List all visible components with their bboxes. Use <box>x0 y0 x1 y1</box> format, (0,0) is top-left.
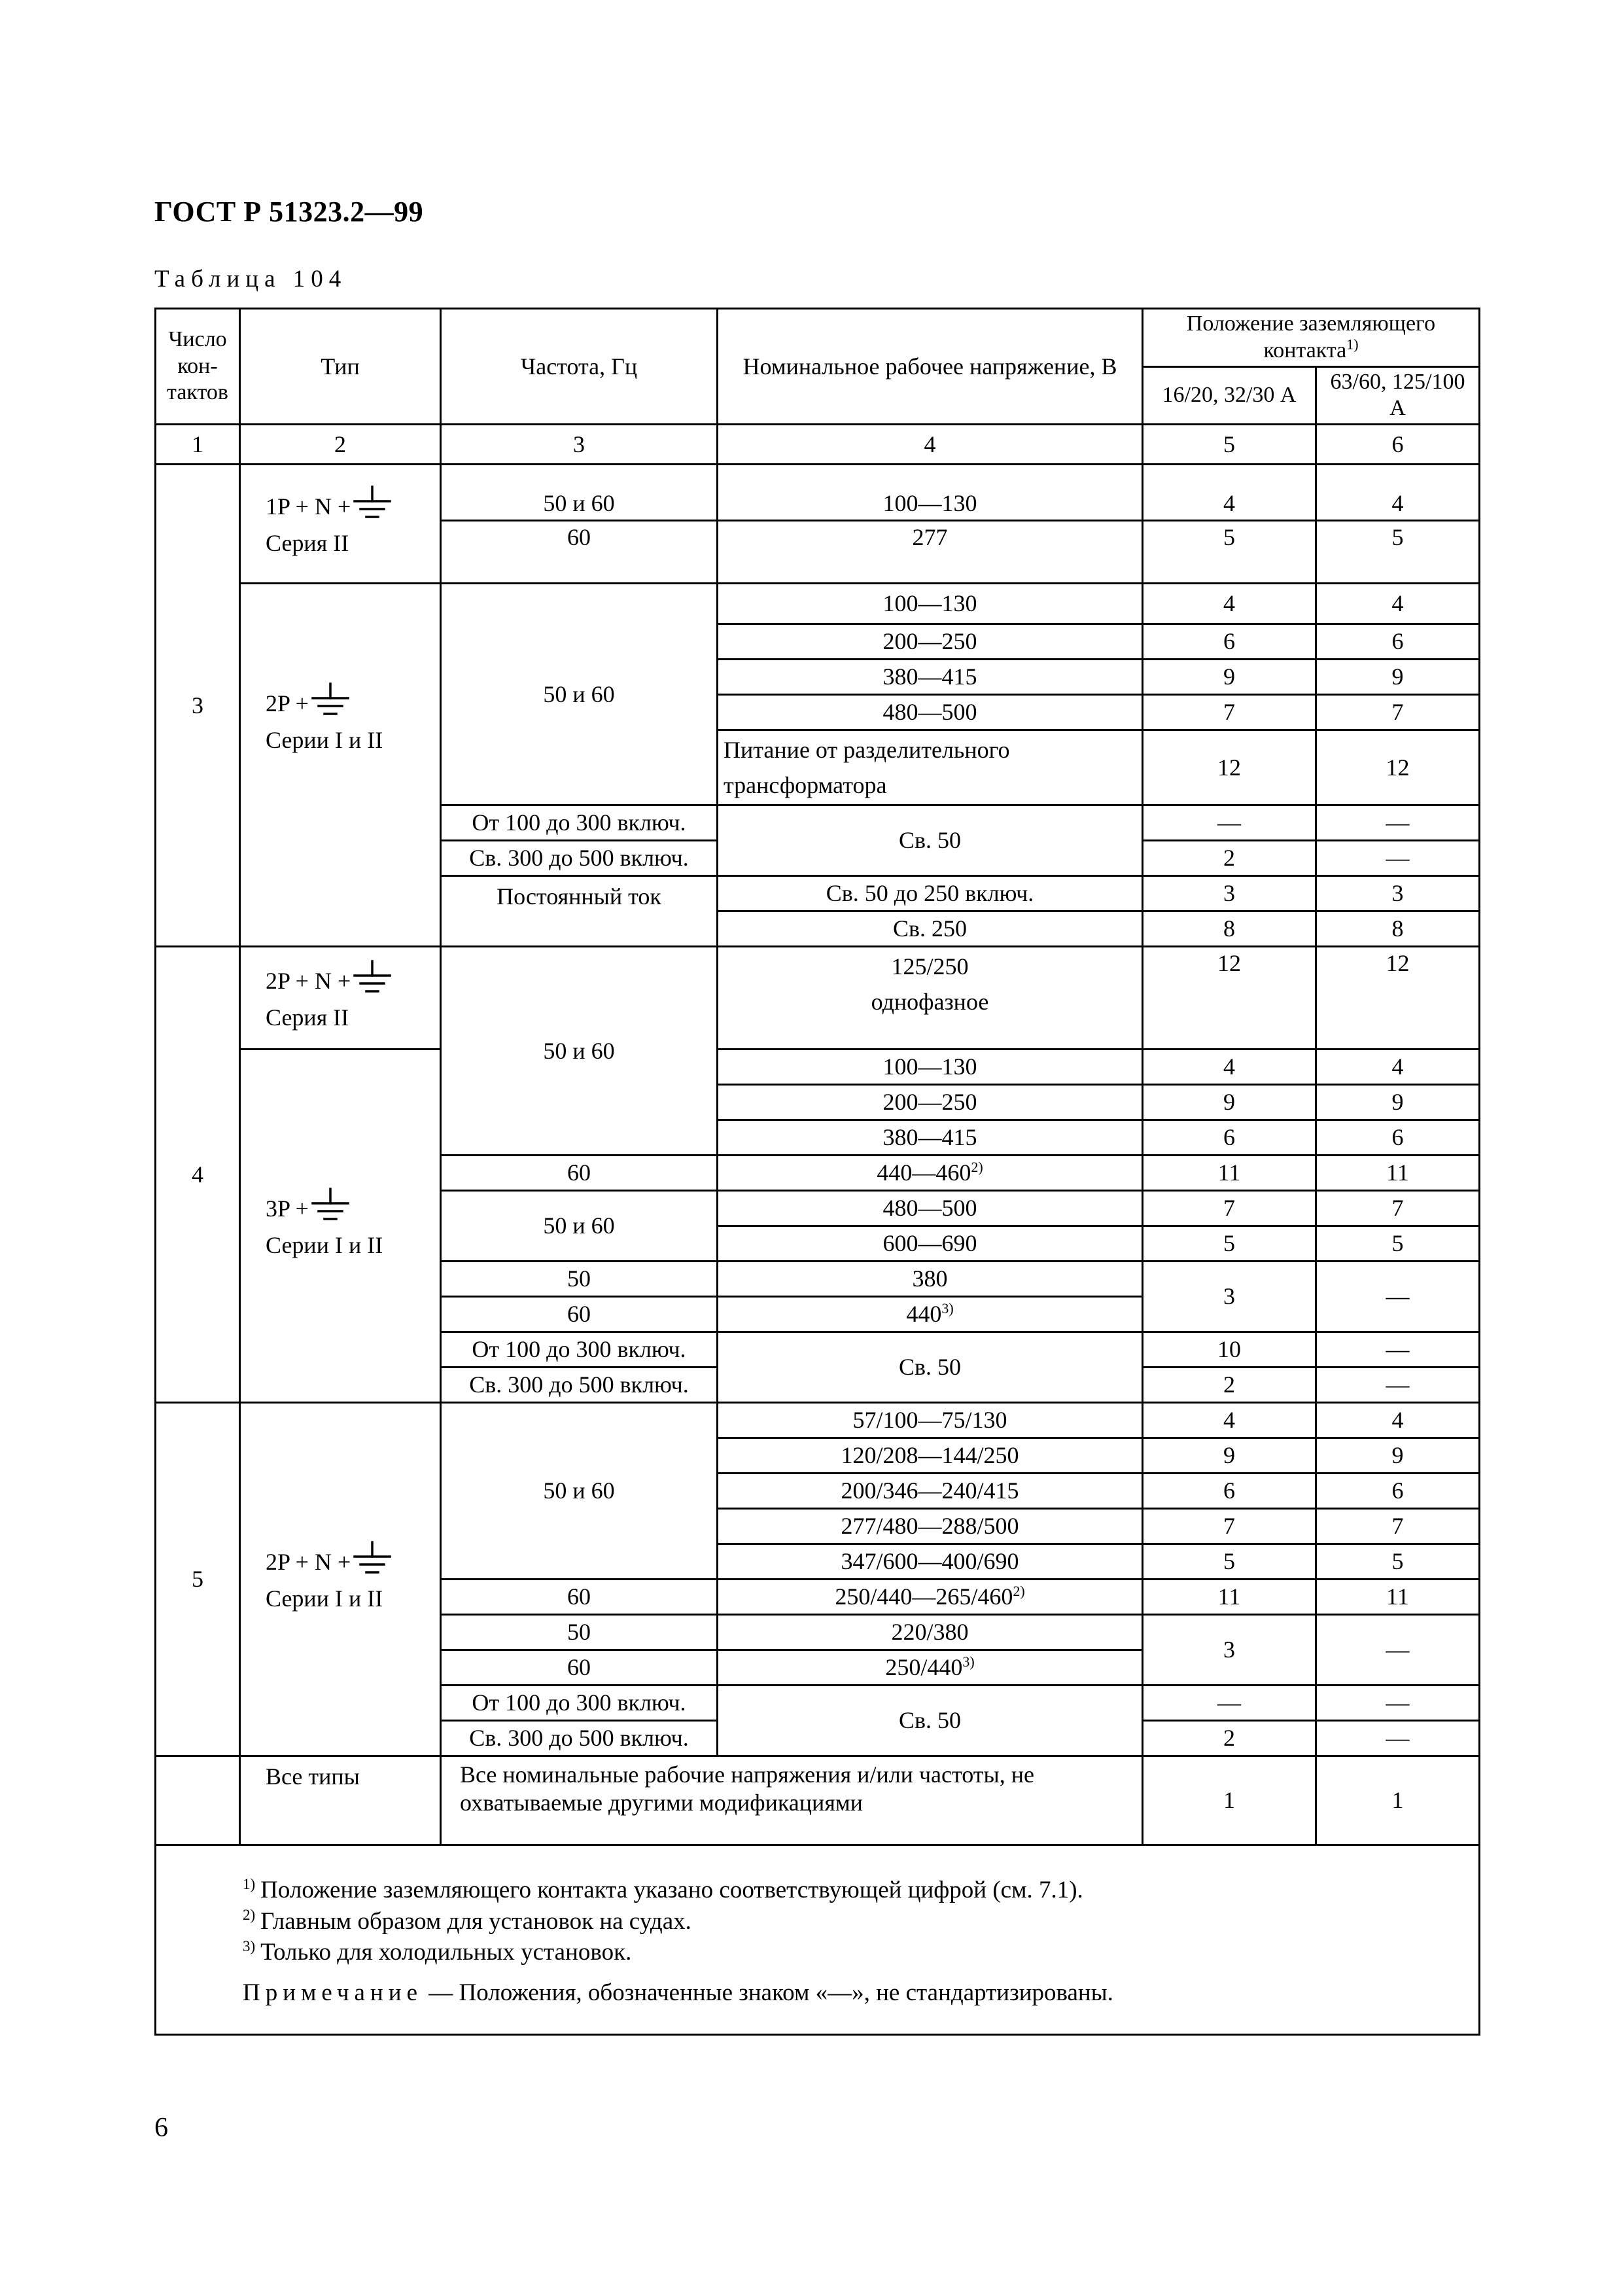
column-number: 1 <box>156 425 240 465</box>
table-row: 5 2P + N + Серии I и II 50 и 60 57/100—75/130 4 4 <box>156 1403 1480 1438</box>
table-row: 480—500 7 7 <box>156 695 1480 730</box>
page-number: 6 <box>154 2113 168 2143</box>
contacts-count: 4 <box>156 947 240 1403</box>
table-row: Св. 300 до 500 включ. 2 — <box>156 1721 1480 1756</box>
earth-ground-icon <box>353 486 391 521</box>
type-cell: 2P + N + Серия II <box>240 947 441 1050</box>
column-number: 2 <box>240 425 441 465</box>
remark: Примечание — Положения, обозначенные знаком «—», не стандартизированы. <box>243 1979 1113 2007</box>
header-type: Тип <box>240 309 441 425</box>
column-number: 5 <box>1143 425 1316 465</box>
column-number: 6 <box>1316 425 1480 465</box>
table-row: Питание от разделительного трансформатора 12 12 <box>156 730 1480 805</box>
table-row: 380—415 9 9 <box>156 660 1480 695</box>
table-row: От 100 до 300 включ. Св. 50 — — <box>156 805 1480 841</box>
type-cell: 3P + Серии I и II <box>240 1050 441 1403</box>
table-row: Постоянный ток Св. 50 до 250 включ. 3 3 <box>156 876 1480 911</box>
table-row: Св. 250 8 8 <box>156 911 1480 947</box>
table-row: 60 440$^{3)}$ <box>156 1297 1480 1332</box>
table-row: 50 и 60 480—500 7 7 <box>156 1191 1480 1226</box>
header-voltage: Номинальное рабочее напряжение, В <box>718 309 1143 425</box>
earth-ground-icon <box>353 960 391 995</box>
table-row: 60 277 5 5 <box>156 521 1480 584</box>
table-row: 60 440—460$^{2)}$ 11 11 <box>156 1156 1480 1191</box>
table-104 <box>154 308 1480 2036</box>
table-row: 120/208—144/250 9 9 <box>156 1438 1480 1474</box>
document-code: ГОСТ Р 51323.2—99 <box>154 196 424 228</box>
all-types-label: Все типы <box>240 1756 441 1845</box>
table-row: 600—690 5 5 <box>156 1226 1480 1262</box>
header-position: Положение заземляющего контакта$^{1)}$ <box>1143 309 1480 367</box>
table-row: 3 1P + N + Серия II 50 и 60 100—130 4 4 <box>156 465 1480 521</box>
header-current-63-60: 63/60, 125/100 А <box>1316 366 1480 425</box>
type-cell: 1P + N + Серия II <box>240 465 441 584</box>
table-row: 200—250 6 6 <box>156 624 1480 660</box>
header-current-16-20: 16/20, 32/30 А <box>1143 366 1316 425</box>
column-number: 4 <box>718 425 1143 465</box>
notes-cell <box>156 1845 1480 2035</box>
table-row: Все типы Все номинальные рабочие напряжения и/или частоты, не охватываемые другими модификациями 1 1 <box>156 1756 1480 1845</box>
contacts-count: 3 <box>156 465 240 947</box>
table-row: 277/480—288/500 7 7 <box>156 1509 1480 1544</box>
table-row: 60 250/440—265/460$^{2)}$ 11 11 <box>156 1580 1480 1615</box>
header-frequency: Частота, Гц <box>441 309 718 425</box>
table-row: 347/600—400/690 5 5 <box>156 1544 1480 1580</box>
table-row: 4 2P + N + Серия II 50 и 60 125/250 однофазное 12 12 <box>156 947 1480 1050</box>
table-row: 200/346—240/415 6 6 <box>156 1474 1480 1509</box>
footnote: $^{1)}$ Положение заземляющего контакта указано соответствующей цифрой (см. 7.1). <box>243 1875 1083 1904</box>
table-row: От 100 до 300 включ. Св. 50 — — <box>156 1686 1480 1721</box>
earth-ground-icon <box>311 1188 349 1223</box>
table-caption: Таблица 104 <box>154 266 347 292</box>
table-row: 50 220/380 3 — <box>156 1615 1480 1650</box>
contacts-count: 5 <box>156 1403 240 1756</box>
earth-ground-icon <box>311 682 349 718</box>
header-contacts: Число кон- тактов <box>156 309 240 425</box>
notes-row <box>156 1845 1480 2035</box>
earth-ground-icon <box>353 1541 391 1576</box>
table-row: От 100 до 300 включ. Св. 50 10 — <box>156 1332 1480 1368</box>
column-number: 3 <box>441 425 718 465</box>
table-row: 60 250/440$^{3)}$ <box>156 1650 1480 1686</box>
table-row: Св. 300 до 500 включ. 2 — <box>156 1368 1480 1403</box>
table-row: 380—415 6 6 <box>156 1120 1480 1156</box>
type-cell: 2P + N + Серии I и II <box>240 1403 441 1756</box>
table-row: 3P + Серии I и II 100—130 4 4 <box>156 1050 1480 1085</box>
table-row: Св. 300 до 500 включ. 2 — <box>156 841 1480 876</box>
footnote: $^{2)}$ Главным образом для установок на судах. <box>243 1907 691 1935</box>
table-row: 50 380 3 — <box>156 1262 1480 1297</box>
type-cell: 2P + Серии I и II <box>240 584 441 947</box>
footnote: $^{3)}$ Только для холодильных установок. <box>243 1937 632 1966</box>
table-row: 200—250 9 9 <box>156 1085 1480 1120</box>
table-row: 2P + Серии I и II 50 и 60 100—130 4 4 <box>156 584 1480 624</box>
